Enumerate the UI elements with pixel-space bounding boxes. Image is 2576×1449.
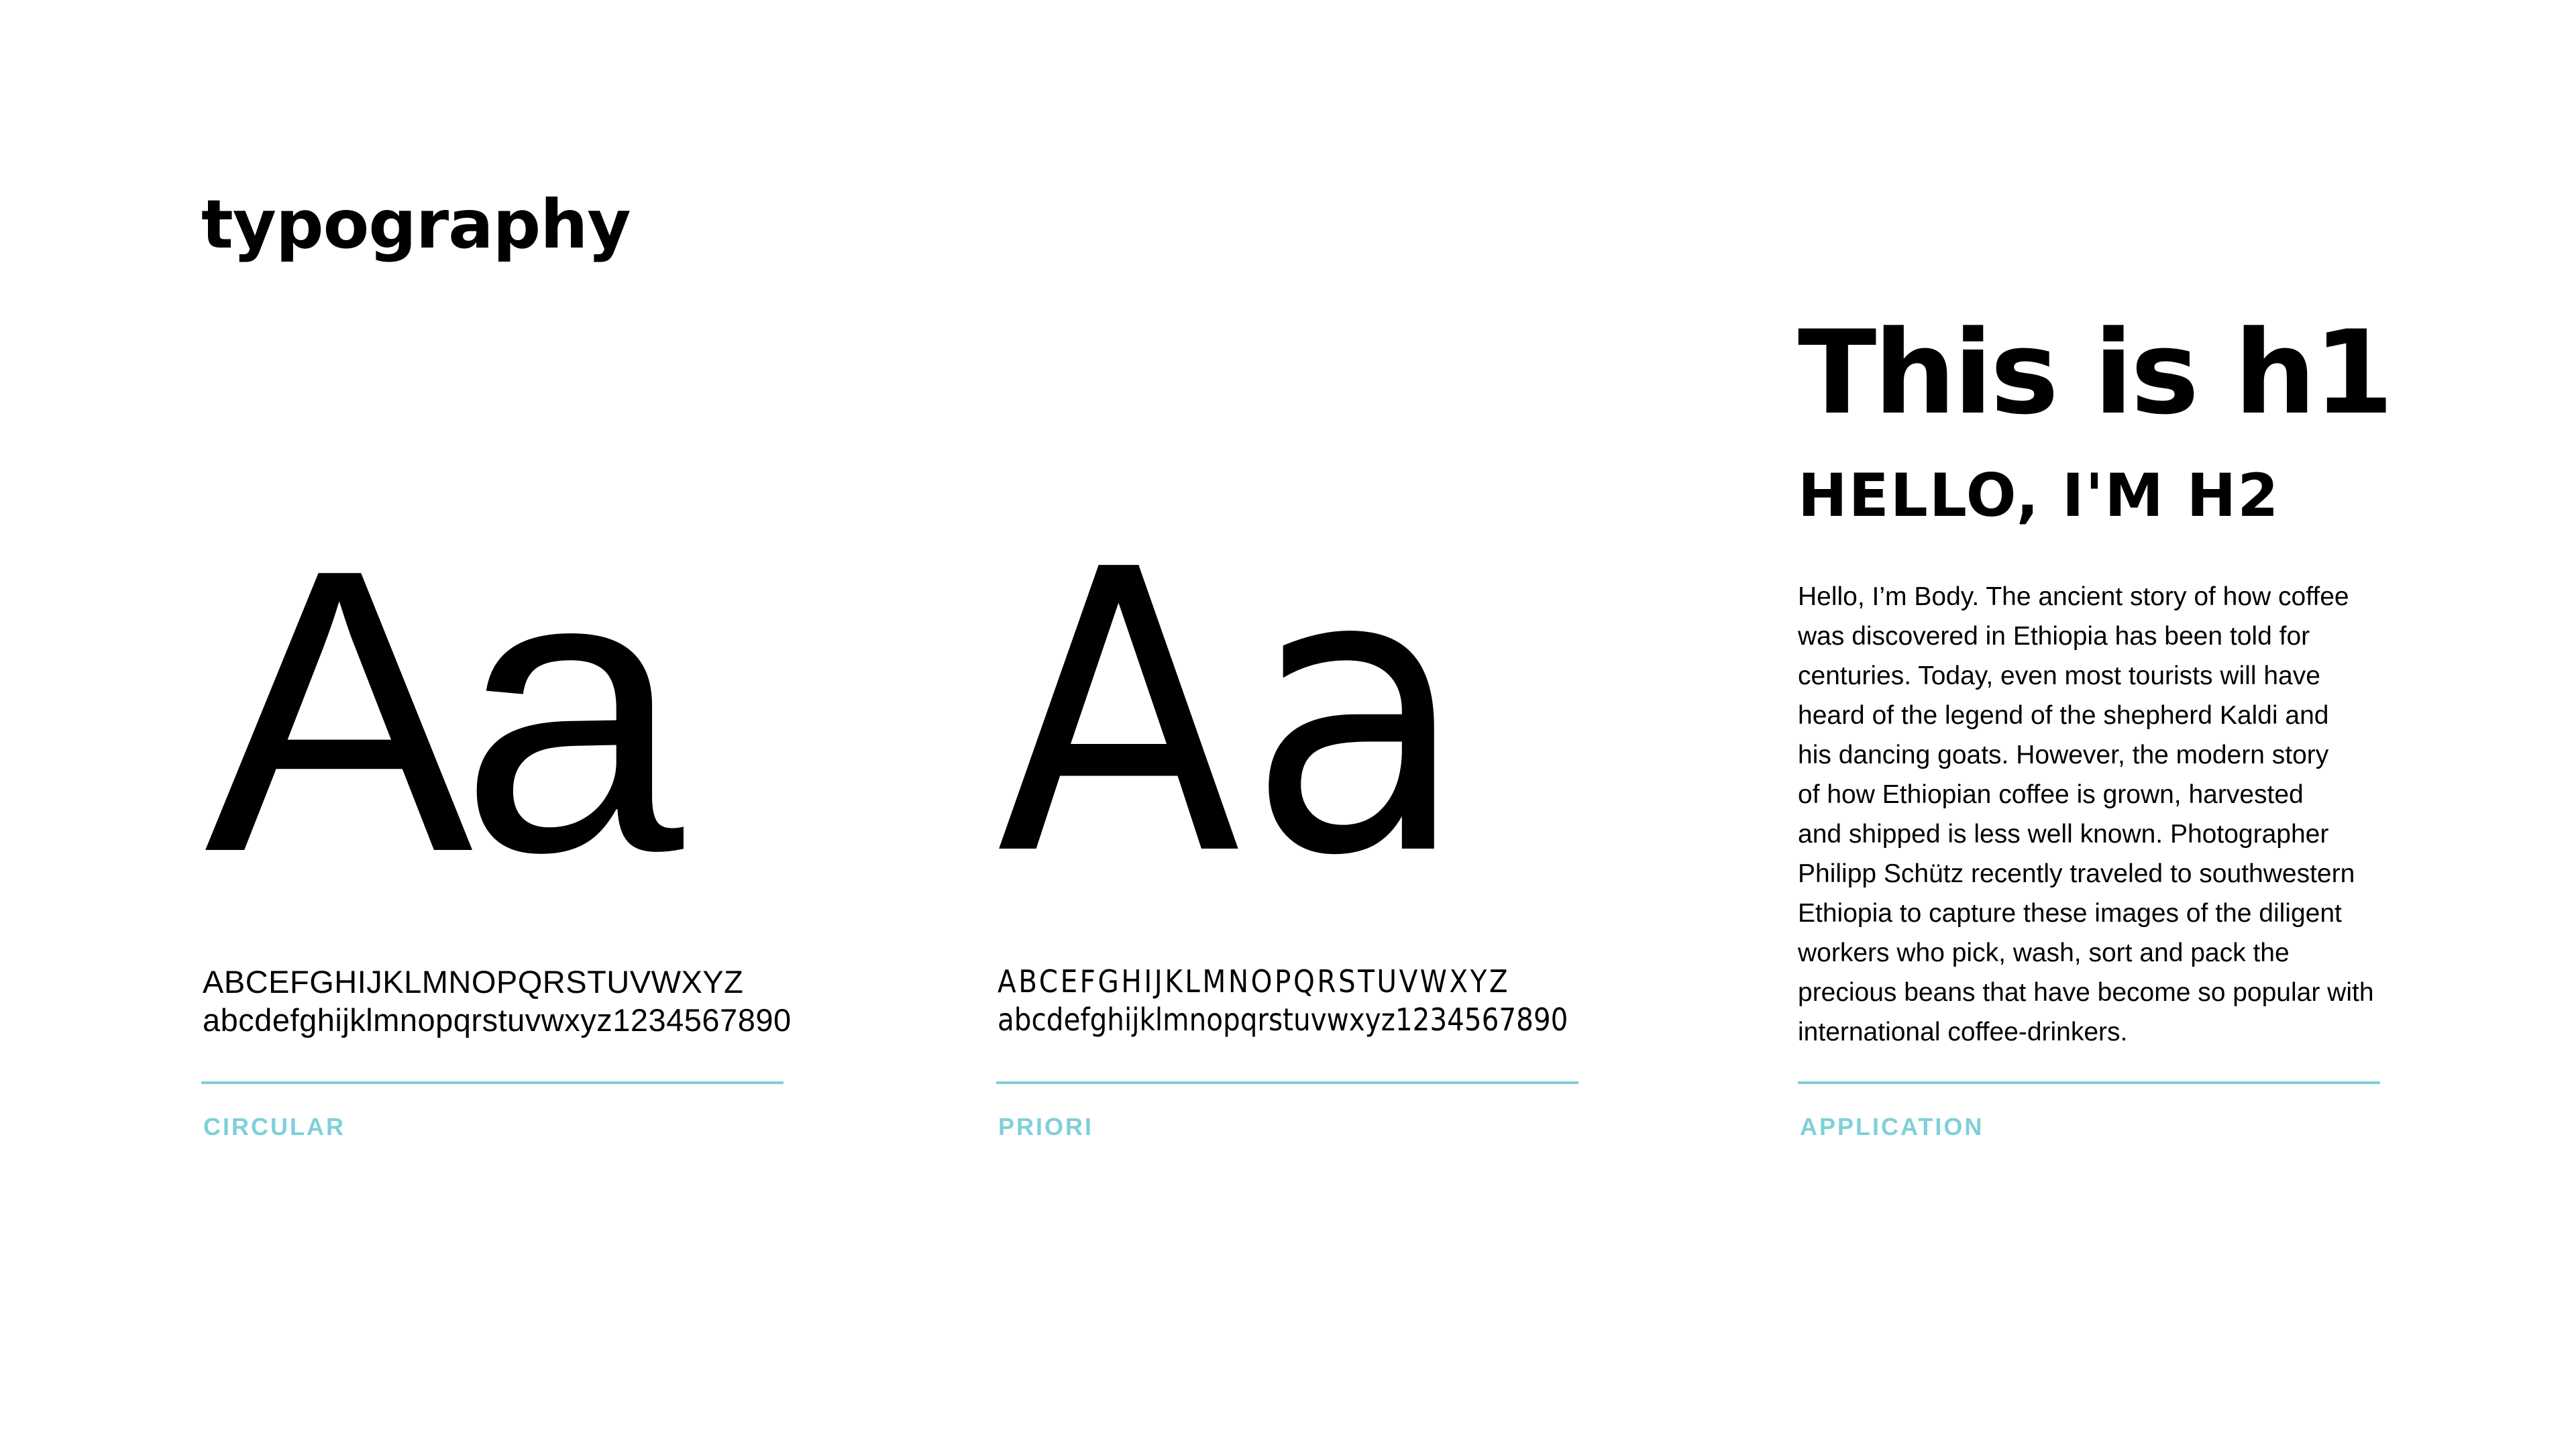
body-line: precious beans that have become so popular with (1798, 978, 2374, 1007)
divider (996, 1081, 1578, 1084)
font-column-circular (201, 0, 792, 1449)
font-column-priori (996, 0, 1580, 1449)
body-line: was discovered in Ethiopia has been told for (1798, 622, 2310, 651)
application-column (1798, 0, 2402, 1449)
body-line: and shipped is less well known. Photographer (1798, 820, 2329, 849)
body-line: international coffee-drinkers. (1798, 1018, 2128, 1046)
body-line: his dancing goats. However, the modern story (1798, 741, 2329, 769)
application-label: APPLICATION (1800, 1113, 1984, 1140)
body-line: Hello, I’m Body. The ancient story of how coffee (1798, 582, 2349, 611)
page-title: typography (201, 185, 631, 264)
uppercase-alphabet: ABCEFGHIJKLMNOPQRSTUVWXYZ (998, 963, 1511, 1000)
lowercase-alphabet: abcdefghijklmnopqrstuvwxyz1234567890 (998, 1002, 1568, 1038)
body-copy-sample (1798, 577, 2402, 1052)
body-line: Philipp Schütz recently traveled to southwestern (1798, 859, 2355, 888)
font-specimen: Aa (996, 488, 1473, 941)
divider (1798, 1081, 2380, 1084)
divider (201, 1081, 784, 1084)
uppercase-alphabet: ABCEFGHIJKLMNOPQRSTUVWXYZ (203, 964, 744, 1000)
font-label: PRIORI (998, 1113, 1094, 1140)
body-line: Ethiopia to capture these images of the diligent (1798, 899, 2342, 928)
body-line: heard of the legend of the shepherd Kaldi and (1798, 701, 2329, 730)
heading-2-sample: HELLO, I'M H2 (1798, 461, 2280, 530)
font-specimen: Aa (205, 486, 670, 936)
heading-1-sample: This is h1 (1798, 305, 2392, 440)
body-line: workers who pick, wash, sort and pack the (1798, 938, 2290, 967)
body-line: centuries. Today, even most tourists will have (1798, 661, 2320, 690)
lowercase-alphabet: abcdefghijklmnopqrstuvwxyz1234567890 (203, 1002, 792, 1038)
font-label: CIRCULAR (203, 1113, 345, 1140)
body-line: of how Ethiopian coffee is grown, harvested (1798, 780, 2304, 809)
